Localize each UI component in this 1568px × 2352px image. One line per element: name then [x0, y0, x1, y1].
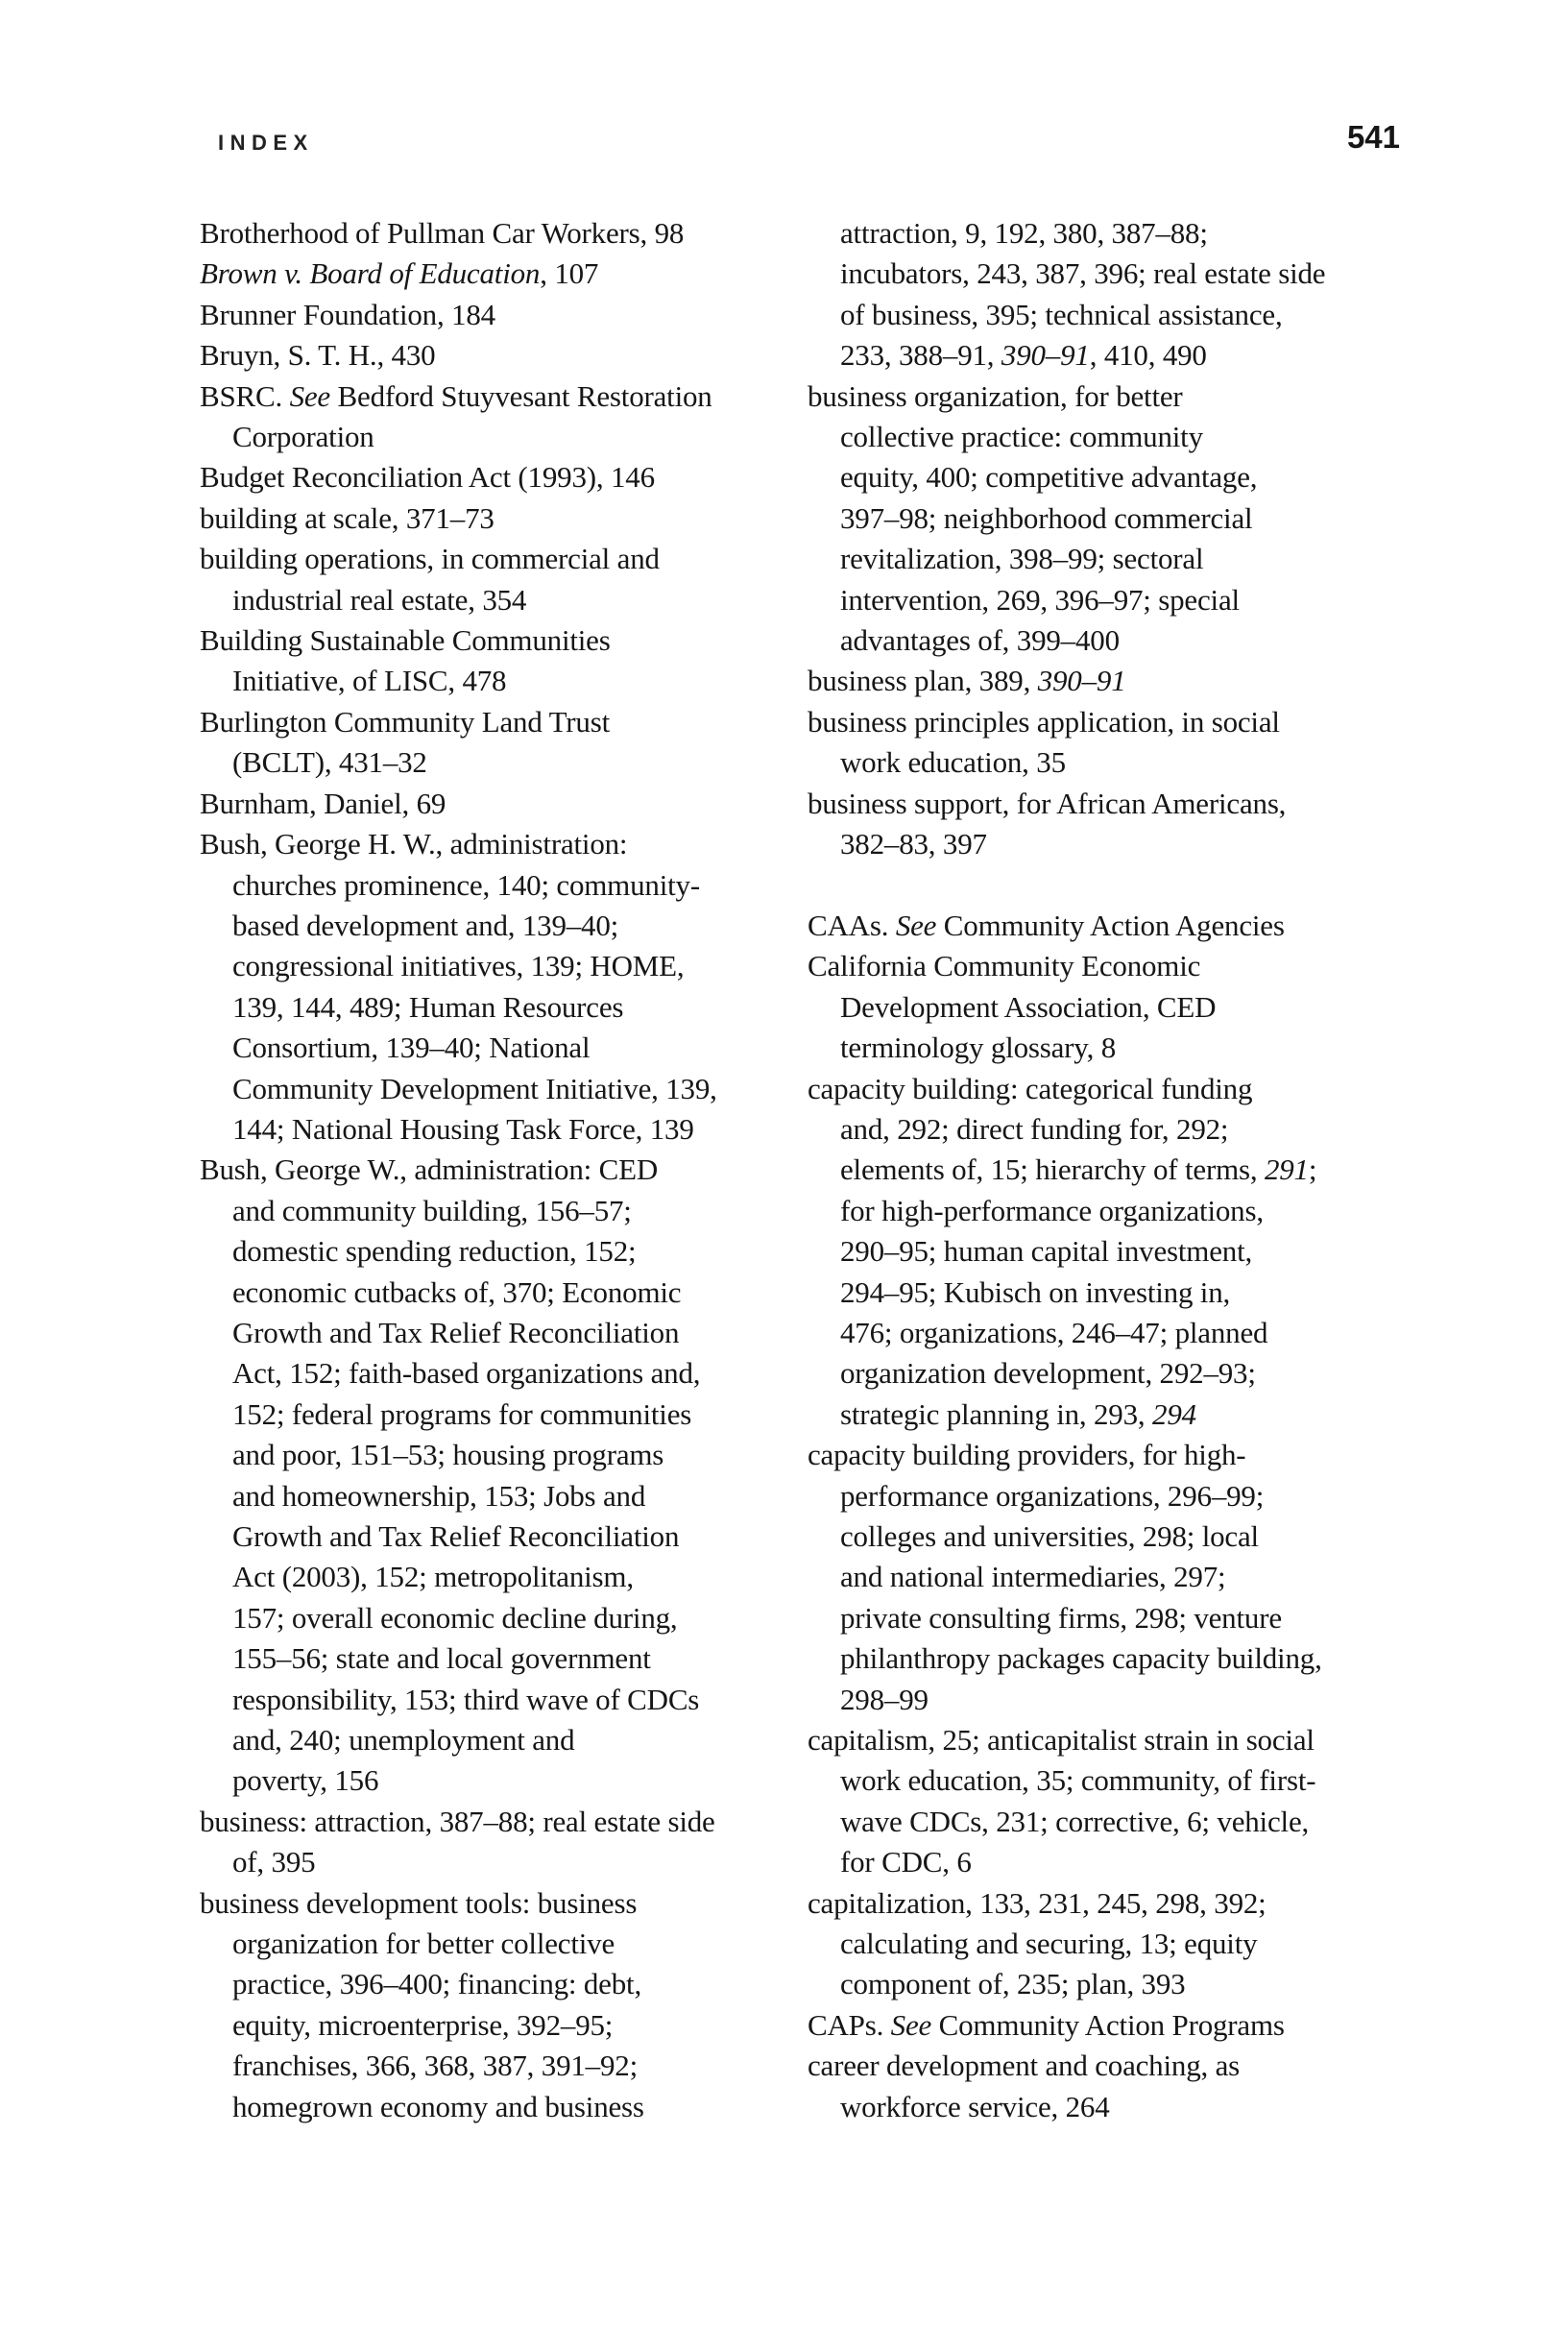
index-line: [200, 1028, 833, 1068]
index-line: [808, 1394, 1441, 1435]
index-line: [808, 1557, 1441, 1597]
page-number: 541: [1346, 119, 1400, 155]
text: business plan, 389,: [808, 664, 1038, 698]
index-entry: [200, 620, 833, 702]
text: terminology glossary, 8: [840, 1031, 1116, 1065]
index-line: [200, 824, 833, 864]
index-line: [200, 1273, 833, 1313]
index-line: [200, 1231, 833, 1272]
index-line: [200, 295, 833, 335]
text: building operations, in commercial and: [200, 542, 660, 576]
index-line: [200, 1191, 833, 1231]
index-line: [200, 1964, 833, 2004]
text: calculating and securing, 13; equity: [840, 1927, 1258, 1961]
index-line: [808, 1964, 1441, 2004]
text: Brunner Foundation, 184: [200, 297, 495, 331]
index-line: [200, 1557, 833, 1597]
text: , 410, 490: [1089, 338, 1207, 373]
index-line: [808, 376, 1441, 417]
index-line: [808, 1028, 1441, 1068]
text: of business, 395; technical assistance,: [840, 297, 1283, 331]
right-column: [808, 213, 1441, 2127]
text: capacity building: categorical funding: [808, 1071, 1253, 1105]
text: business development tools: business: [200, 1885, 638, 1920]
index-line: [200, 987, 833, 1028]
index-line: [200, 1150, 833, 1190]
index-entry: [808, 1883, 1441, 2005]
index-entry: [808, 1435, 1441, 1720]
index-line: [200, 2046, 833, 2086]
index-entry: [808, 376, 1441, 662]
text: Budget Reconciliation Act (1993), 146: [200, 460, 655, 495]
index-line: [200, 2005, 833, 2046]
index-line: [808, 1109, 1441, 1150]
text: Act, 152; faith-based organizations and,: [232, 1356, 701, 1391]
index-line: [200, 1924, 833, 1964]
index-line: [808, 2005, 1441, 2046]
italic-text: 291: [1264, 1152, 1309, 1187]
italic-text: Brown v. Board of Education: [200, 256, 541, 291]
text: Growth and Tax Relief Reconciliation: [232, 1519, 680, 1553]
index-line: [200, 1883, 833, 1924]
index-line: [200, 254, 833, 294]
index-entry: [808, 2046, 1441, 2127]
text: capitalism, 25; anticapitalist strain in social: [808, 1723, 1315, 1758]
index-line: [808, 457, 1441, 497]
text: for CDC, 6: [840, 1845, 972, 1879]
text: revitalization, 398–99; sectoral: [840, 542, 1204, 576]
index-entry: [200, 1883, 833, 2127]
text: ;: [1308, 1152, 1317, 1187]
index-line: [808, 702, 1441, 742]
italic-text: See: [895, 908, 937, 942]
text: career development and coaching, as: [808, 2049, 1241, 2083]
text: business organization, for better: [808, 378, 1183, 413]
text: Initiative, of LISC, 478: [232, 664, 507, 698]
index-line: [200, 1680, 833, 1720]
text: organization development, 292–93;: [840, 1356, 1256, 1391]
text: 476; organizations, 246–47; planned: [840, 1315, 1268, 1349]
text: equity, 400; competitive advantage,: [840, 460, 1258, 495]
index-line: [808, 1924, 1441, 1964]
index-line: [200, 376, 833, 417]
index-line: [200, 1720, 833, 1760]
text: workforce service, 264: [840, 2089, 1110, 2123]
index-line: [200, 498, 833, 539]
index-line: [200, 1435, 833, 1475]
index-entry: [200, 824, 833, 1150]
index-line: [808, 1598, 1441, 1638]
index-entry: [200, 1150, 833, 1802]
text: 290–95; human capital investment,: [840, 1234, 1253, 1269]
text: Community Action Programs: [931, 2007, 1285, 2042]
index-entry: [200, 784, 833, 824]
index-line: [808, 1842, 1441, 1882]
text: and, 292; direct funding for, 292;: [840, 1111, 1229, 1146]
text: collective practice: community: [840, 420, 1203, 454]
index-line: [808, 1802, 1441, 1842]
text: 298–99: [840, 1682, 929, 1716]
index-line: [808, 1273, 1441, 1313]
index-line: [808, 1883, 1441, 1924]
index-entry: [200, 213, 833, 254]
text: California Community Economic: [808, 949, 1201, 983]
left-column: [200, 213, 833, 2127]
text: congressional initiatives, 139; HOME,: [232, 949, 685, 983]
index-line: [200, 1802, 833, 1842]
index-line: [808, 824, 1441, 864]
text: practice, 396–400; financing: debt,: [232, 1967, 642, 2001]
index-line: [808, 1435, 1441, 1475]
index-entry: [808, 213, 1441, 376]
text: capitalization, 133, 231, 245, 298, 392;: [808, 1885, 1266, 1920]
index-entry: [200, 498, 833, 539]
text: philanthropy packages capacity building,: [840, 1641, 1322, 1676]
index-line: [200, 1313, 833, 1353]
index-line: [808, 295, 1441, 335]
text: Community Development Initiative, 139,: [232, 1071, 717, 1105]
text: industrial real estate, 354: [232, 582, 527, 617]
index-entry: [200, 539, 833, 620]
index-entry: [808, 906, 1441, 946]
text: (BCLT), 431–32: [232, 745, 427, 780]
index-line: [200, 1109, 833, 1150]
index-line: [200, 539, 833, 579]
index-line: [200, 1476, 833, 1516]
index-line: [808, 2087, 1441, 2127]
index-line: [200, 1842, 833, 1882]
text: domestic spending reduction, 152;: [232, 1234, 637, 1269]
text: advantages of, 399–400: [840, 623, 1120, 658]
index-line: [808, 784, 1441, 824]
text: and homeownership, 153; Jobs and: [232, 1478, 646, 1513]
text: and, 240; unemployment and: [232, 1723, 575, 1758]
text: CAAs.: [808, 908, 896, 942]
index-line: [808, 1069, 1441, 1109]
text: wave CDCs, 231; corrective, 6; vehicle,: [840, 1804, 1310, 1838]
index-line: [200, 784, 833, 824]
index-line: [200, 1598, 833, 1638]
index-line: [808, 987, 1441, 1028]
text: Bedford Stuyvesant Restoration: [330, 378, 712, 413]
text: responsibility, 153; third wave of CDCs: [232, 1682, 700, 1716]
index-entry: [200, 335, 833, 376]
text: and community building, 156–57;: [232, 1193, 632, 1227]
text: and poor, 151–53; housing programs: [232, 1438, 664, 1472]
index-line: [808, 620, 1441, 661]
text: business principles application, in social: [808, 704, 1280, 739]
index-line: [200, 742, 833, 783]
text: performance organizations, 296–99;: [840, 1478, 1265, 1513]
text: of, 395: [232, 1845, 316, 1879]
text: Growth and Tax Relief Reconciliation: [232, 1315, 680, 1349]
index-line: [808, 213, 1441, 254]
italic-text: 390–91: [1037, 664, 1126, 698]
text: 157; overall economic decline during,: [232, 1600, 678, 1635]
index-line: [200, 906, 833, 946]
text: CAPs.: [808, 2007, 891, 2042]
index-line: [200, 417, 833, 457]
index-entry: [808, 784, 1441, 865]
text: homegrown economy and business: [232, 2089, 644, 2123]
text: equity, microenterprise, 392–95;: [232, 2007, 614, 2042]
index-line: [200, 457, 833, 497]
text: Community Action Agencies: [936, 908, 1285, 942]
index-line: [808, 335, 1441, 376]
index-entry: [200, 1802, 833, 1883]
text: incubators, 243, 387, 396; real estate side: [840, 256, 1326, 291]
index-line: [200, 335, 833, 376]
index-line: [808, 1231, 1441, 1272]
index-line: [200, 1760, 833, 1801]
index-line: [808, 1476, 1441, 1516]
text: 144; National Housing Task Force, 139: [232, 1111, 694, 1146]
italic-text: 294: [1152, 1396, 1196, 1431]
index-line: [808, 1760, 1441, 1801]
index-entry: [808, 2005, 1441, 2046]
text: building at scale, 371–73: [200, 500, 495, 535]
text: attraction, 9, 192, 380, 387–88;: [840, 216, 1208, 250]
text: colleges and universities, 298; local: [840, 1518, 1259, 1553]
index-entry: [200, 457, 833, 497]
text: Bush, George W., administration: CED: [200, 1152, 659, 1187]
text: churches prominence, 140; community-: [232, 867, 700, 902]
text: private consulting firms, 298; venture: [840, 1600, 1282, 1635]
italic-text: See: [890, 2007, 932, 2042]
index-line: [808, 1313, 1441, 1353]
index-line: [200, 2087, 833, 2127]
text: elements of, 15; hierarchy of terms,: [840, 1152, 1265, 1187]
index-entry: [808, 702, 1441, 784]
text: Corporation: [232, 420, 374, 454]
index-line: [200, 1069, 833, 1109]
index-line: [808, 2046, 1441, 2086]
text: Burnham, Daniel, 69: [200, 786, 446, 820]
index-line: [808, 1191, 1441, 1231]
text: work education, 35; community, of first-: [840, 1763, 1316, 1798]
text: 152; federal programs for communities: [232, 1396, 692, 1431]
index-line: [200, 661, 833, 701]
index-entry: [200, 295, 833, 335]
text: component of, 235; plan, 393: [840, 1967, 1186, 2001]
text: Bruyn, S. T. H., 430: [200, 338, 436, 373]
text: work education, 35: [840, 745, 1066, 780]
text: 139, 144, 489; Human Resources: [232, 989, 624, 1024]
index-line: [808, 1720, 1441, 1760]
text: BSRC.: [200, 378, 290, 413]
index-line: [200, 620, 833, 661]
text: strategic planning in, 293,: [840, 1396, 1153, 1431]
index-line: [808, 661, 1441, 701]
text: 233, 388–91,: [840, 338, 1001, 373]
italic-text: See: [289, 378, 330, 413]
index-line: [808, 1638, 1441, 1679]
index-line: [808, 580, 1441, 620]
index-line: [808, 906, 1441, 946]
index-entry: [808, 661, 1441, 701]
section-break: [808, 865, 1441, 906]
text: organization for better collective: [232, 1927, 615, 1961]
index-line: [808, 1516, 1441, 1557]
index-line: [200, 865, 833, 906]
text: capacity building providers, for high-: [808, 1438, 1246, 1472]
text: intervention, 269, 396–97; special: [840, 582, 1240, 617]
text: , 107: [540, 256, 599, 291]
text: franchises, 366, 368, 387, 391–92;: [232, 2049, 638, 2083]
text: Consortium, 139–40; National: [232, 1031, 591, 1065]
text: 382–83, 397: [840, 827, 987, 861]
text: business support, for African Americans,: [808, 786, 1287, 820]
text: poverty, 156: [232, 1763, 379, 1798]
index-entry: [200, 702, 833, 784]
index-line: [808, 1150, 1441, 1190]
index-entry: [808, 946, 1441, 1068]
index-line: [200, 946, 833, 986]
index-line: [200, 580, 833, 620]
italic-text: 390–91: [1001, 338, 1090, 373]
text: economic cutbacks of, 370; Economic: [232, 1274, 682, 1309]
index-entry: [200, 376, 833, 458]
text: 397–98; neighborhood commercial: [840, 500, 1253, 535]
text: Bush, George H. W., administration:: [200, 827, 628, 861]
index-entry: [808, 1720, 1441, 1883]
index-line: [200, 702, 833, 742]
text: business: attraction, 387–88; real estate side: [200, 1804, 715, 1838]
index-line: [808, 539, 1441, 579]
index-line: [200, 1353, 833, 1394]
index-entry: [808, 1069, 1441, 1436]
index-line: [200, 1394, 833, 1435]
text: Development Association, CED: [840, 989, 1217, 1024]
index-line: [808, 946, 1441, 986]
text: Brotherhood of Pullman Car Workers, 98: [200, 216, 685, 250]
text: 294–95; Kubisch on investing in,: [840, 1274, 1231, 1309]
text: Act (2003), 152; metropolitanism,: [232, 1560, 634, 1594]
index-line: [200, 1638, 833, 1679]
text: based development and, 139–40;: [232, 908, 619, 942]
text: Burlington Community Land Trust: [200, 704, 610, 739]
text: for high-performance organizations,: [840, 1193, 1264, 1227]
text: 155–56; state and local government: [232, 1641, 651, 1676]
index-line: [808, 498, 1441, 539]
index-entry: [200, 254, 833, 294]
index-line: [808, 254, 1441, 294]
running-head: INDEX: [218, 131, 314, 155]
index-line: [200, 1516, 833, 1557]
index-line: [808, 1680, 1441, 1720]
index-line: [200, 213, 833, 254]
index-line: [808, 417, 1441, 457]
text: Building Sustainable Communities: [200, 623, 611, 658]
text: and national intermediaries, 297;: [840, 1560, 1226, 1594]
index-line: [808, 742, 1441, 783]
index-line: [808, 1353, 1441, 1394]
